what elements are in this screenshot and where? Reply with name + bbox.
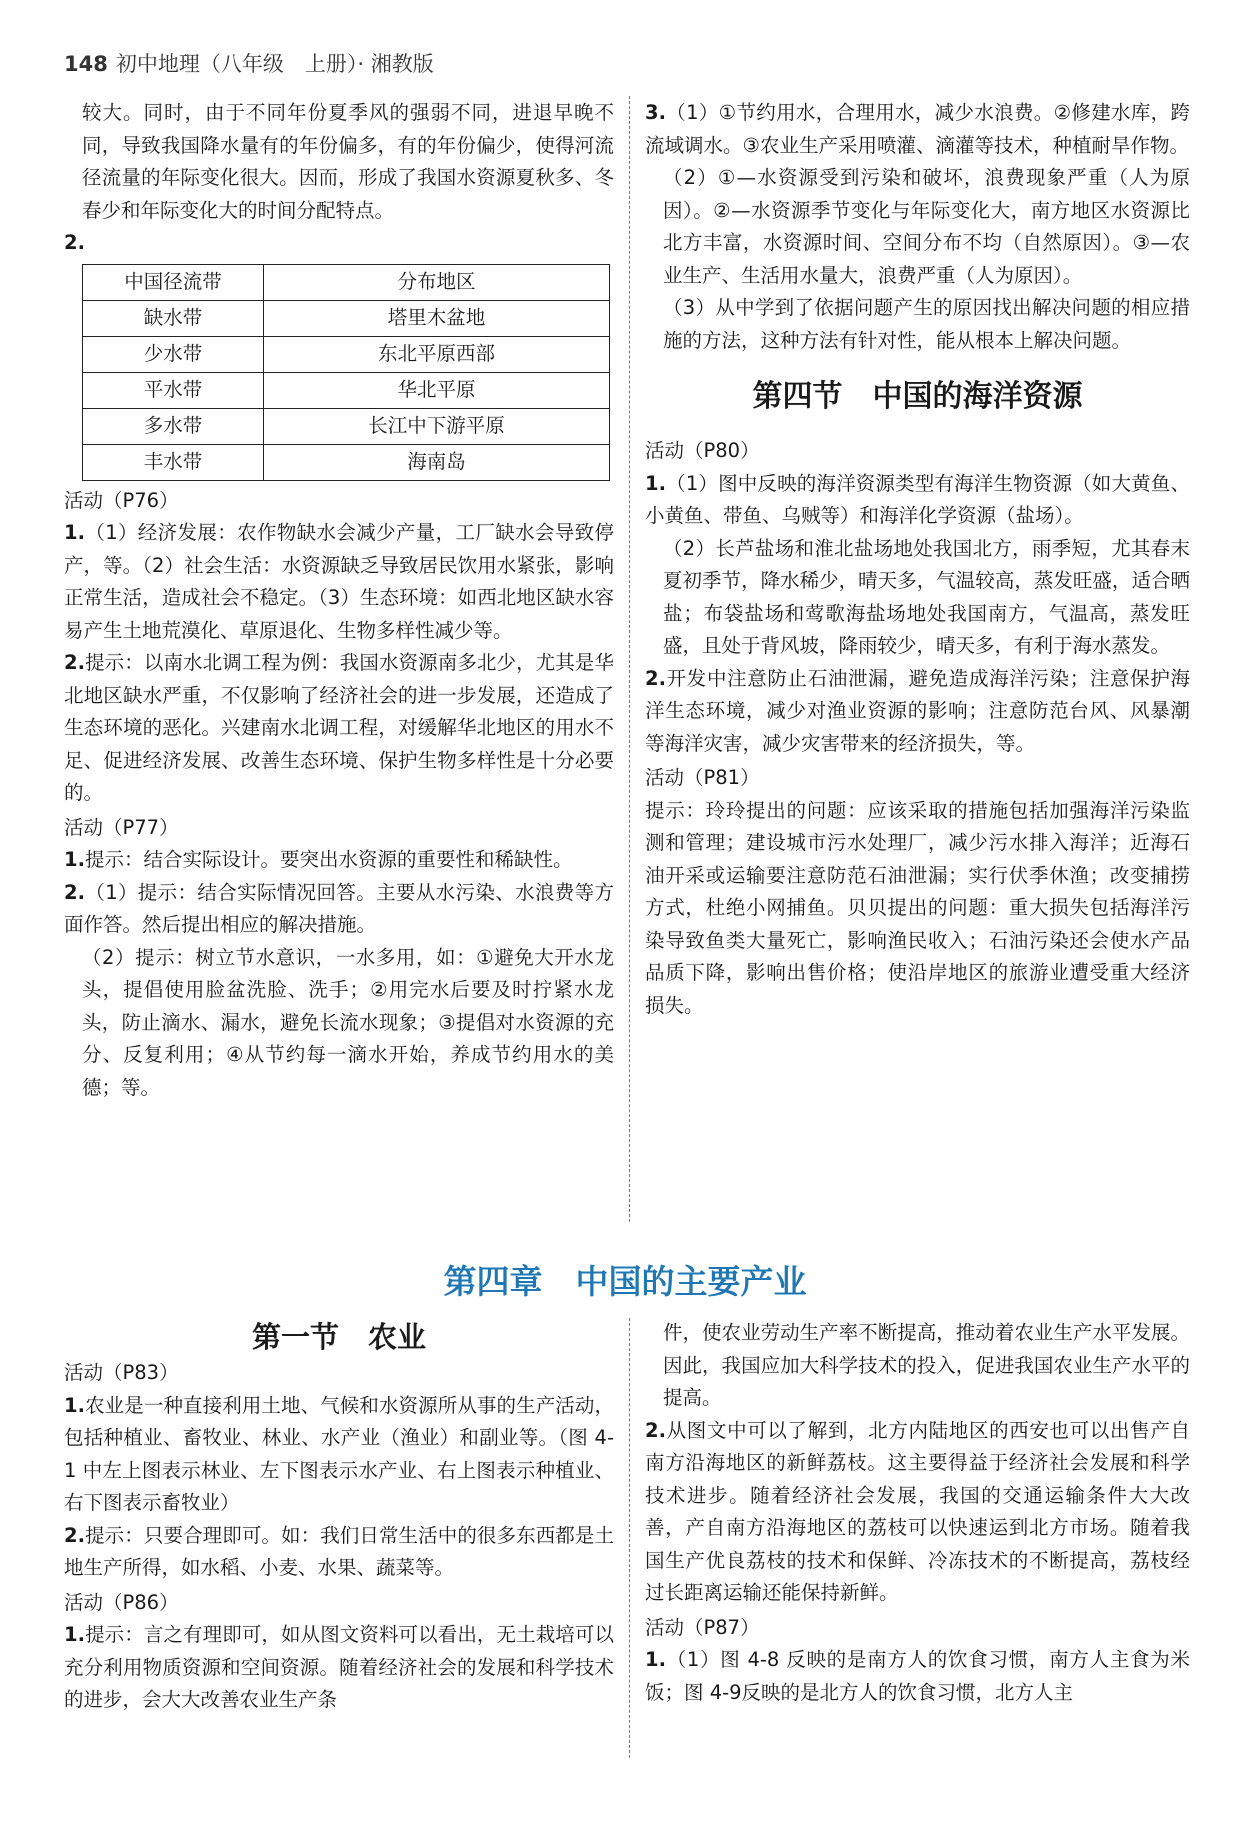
right-top-column xyxy=(645,97,1190,1022)
section-title-ocean-resources: 第四节 中国的海洋资源 xyxy=(752,379,1083,414)
activity-heading-p87: 活动（P87） xyxy=(645,1615,760,1639)
book-title: 初中地理（八年级 上册）· 湘教版 xyxy=(115,52,434,76)
answer-p80-1a: 1.（1）图中反映的海洋资源类型有海洋生物资源（如大黄鱼、小黄鱼、带鱼、乌贼等）和海洋化学资源（盐场）。 xyxy=(645,471,1190,527)
answer-p77-2: 2.（1）提示：结合实际情况回答。主要从水污染、水浪费等方面作答。然后提出相应的解决措施。 xyxy=(64,880,614,936)
answer-3-3: （3）从中学到了依据问题产生的原因找出解决问题的相应措施的方法，这种方法有针对性，能从根本上解决问题。 xyxy=(663,296,1190,352)
left-bottom-column xyxy=(64,1355,614,1717)
table-cell: 缺水带 xyxy=(83,300,264,336)
table-cell: 长江中下游平原 xyxy=(264,408,610,444)
answer-p77-2b: （2）提示：树立节水意识，一水多用，如：①避免大开水龙头，提倡使用脸盆洗脸、洗手；②用完水后要及时拧紧水龙头，防止滴水、漏水，避免长流水现象；③提倡对水资源的充分、反复利用；④从节约每一滴水开始，养成节约用水的美德；等。 xyxy=(82,945,614,1099)
activity-heading-p77: 活动（P77） xyxy=(64,815,179,839)
left-top-column xyxy=(64,97,614,1104)
table-row xyxy=(83,408,610,444)
paragraph-continuation: 较大。同时，由于不同年份夏季风的强弱不同，进退早晚不同，导致我国降水量有的年份偏多，有的年份偏少，使得河流径流量的年际变化很大。因而，形成了我国水资源夏秋多、冬春少和年际变化大的时间分配特点。 xyxy=(82,101,614,222)
answer-p76-1: 1.（1）经济发展：农作物缺水会减少产量，工厂缺水会导致停产，等。（2）社会生活：水资源缺乏导致居民饮用水紧张，影响正常生活，造成社会不稳定。（3）生态环境：如西北地区缺水容易产生土地荒漠化、草原退化、生物多样性减少等。 xyxy=(64,521,614,642)
answer-p80-2: 2.开发中注意防止石油泄漏，避免造成海洋污染；注意保护海洋生态环境，减少对渔业资源的影响；注意防范台风、风暴潮等海洋灾害，减少灾害带来的经济损失，等。 xyxy=(645,666,1190,755)
table-header-cell: 分布地区 xyxy=(264,264,610,300)
table-cell: 多水带 xyxy=(83,408,264,444)
column-divider-bottom xyxy=(629,1318,630,1758)
table-row xyxy=(83,372,610,408)
chapter-title: 第四章 中国的主要产业 xyxy=(443,1262,807,1301)
answer-p80-1b: （2）长芦盐场和淮北盐场地处我国北方，雨季短，尤其春末夏初季节，降水稀少，晴天多，气温较高，蒸发旺盛，适合晒盐；布袋盐场和莺歌海盐场地处我国南方，气温高，蒸发旺盛，且处于背风坡，降雨较少，晴天多，有利于海水蒸发。 xyxy=(663,536,1190,657)
page-number: 148 xyxy=(64,52,108,76)
right-bottom-column xyxy=(645,1317,1190,1709)
activity-heading-p81: 活动（P81） xyxy=(645,766,760,789)
table-row xyxy=(83,300,610,336)
answer-p86-2: 2.从图文中可以了解到，北方内陆地区的西安也可以出售产自南方沿海地区的新鲜荔枝。这主要得益于经济社会发展和科学技术进步。随着经济社会发展，我国的交通运输条件大大改善，产自南方沿海地区的荔枝可以快速运到北方市场。随着我国生产优良荔枝的技术和保鲜、冷冻技术的不断提高，荔枝经过长距离运输还能保持新鲜。 xyxy=(645,1418,1190,1604)
table-cell: 平水带 xyxy=(83,372,264,408)
answer-p86-1-cont: 件，使农业劳动生产率不断提高，推动着农业生产水平发展。因此，我国应加大科学技术的投入，促进我国农业生产水平的提高。 xyxy=(663,1321,1190,1409)
answer-3-2: （2）①—水资源受到污染和破坏，浪费现象严重（人为原因）。②—水资源季节变化与年际变化大，南方地区水资源比北方丰富，水资源时间、空间分布不均（自然原因）。③—农业生产、生活用水量大，浪费严重（人为原因）。 xyxy=(663,166,1190,287)
answer-p83-2: 2.提示：只要合理即可。如：我们日常生活中的很多东西都是土地生产所得，如水稻、小麦、水果、蔬菜等。 xyxy=(64,1523,614,1579)
answer-3-1: 3.（1）①节约用水，合理用水，减少水浪费。②修建水库，跨流域调水。③农业生产采用喷灌、滴灌等技术，种植耐旱作物。 xyxy=(645,101,1190,157)
answer-p81: 提示：玲玲提出的问题：应该采取的措施包括加强海洋污染监测和管理；建设城市污水处理厂，减少污水排入海洋；近海石油开采或运输要注意防范石油泄漏；实行伏季休渔；改变捕捞方式，杜绝小网捕鱼。贝贝提出的问题：重大损失包括海洋污染导致鱼类大量死亡，影响渔民收入；石油污染还会使水产品品质下降，影响出售价格；使沿岸地区的旅游业遭受重大经济损失。 xyxy=(645,798,1190,1017)
answer-p76-2: 2.提示：以南水北调工程为例：我国水资源南多北少，尤其是华北地区缺水严重，不仅影响了经济社会的进一步发展，还造成了生态环境的恶化。兴建南水北调工程，对缓解华北地区的用水不足、促进经济发展、改善生态环境、保护生物多样性是十分必要的。 xyxy=(64,651,614,804)
table-cell: 塔里木盆地 xyxy=(264,300,610,336)
table-cell: 东北平原西部 xyxy=(264,336,610,372)
activity-heading-p76: 活动（P76） xyxy=(64,488,179,512)
activity-heading-p83: 活动（P83） xyxy=(64,1361,179,1384)
answer-p77-1: 1.提示：结合实际设计。要突出水资源的重要性和稀缺性。 xyxy=(64,848,573,871)
table-cell: 华北平原 xyxy=(264,372,610,408)
table-cell: 海南岛 xyxy=(264,444,610,480)
activity-heading-p86: 活动（P86） xyxy=(64,1590,179,1614)
table-row xyxy=(83,336,610,372)
answer-p86-1: 1.提示：言之有理即可，如从图文资料可以看出，无土栽培可以充分利用物质资源和空间资源。随着经济社会的发展和科学技术的进步，会大大改善农业生产条 xyxy=(64,1623,614,1711)
table-cell: 少水带 xyxy=(83,336,264,372)
section-title-agriculture: 第一节 农业 xyxy=(251,1320,426,1354)
answer-p87-1: 1.（1）图 4-8 反映的是南方人的饮食习惯，南方人主食为米饭；图 4-9反映的是北方人的饮食习惯，北方人主 xyxy=(645,1648,1190,1704)
table-header-cell: 中国径流带 xyxy=(83,264,264,300)
runoff-belt-table xyxy=(82,264,610,481)
page-header xyxy=(64,48,434,78)
table-row xyxy=(83,444,610,480)
table-header-row xyxy=(83,264,610,300)
table-cell: 丰水带 xyxy=(83,444,264,480)
answer-p83-1: 1.农业是一种直接利用土地、气候和水资源所从事的生产活动，包括种植业、畜牧业、林业、水产业（渔业）和副业等。（图 4-1 中左上图表示林业、左下图表示水产业、右上图表示种植业、右下图表示畜牧业） xyxy=(64,1393,614,1514)
question-2-number: 2. xyxy=(64,231,85,254)
column-divider-top xyxy=(629,96,630,1222)
activity-heading-p80: 活动（P80） xyxy=(645,439,760,462)
